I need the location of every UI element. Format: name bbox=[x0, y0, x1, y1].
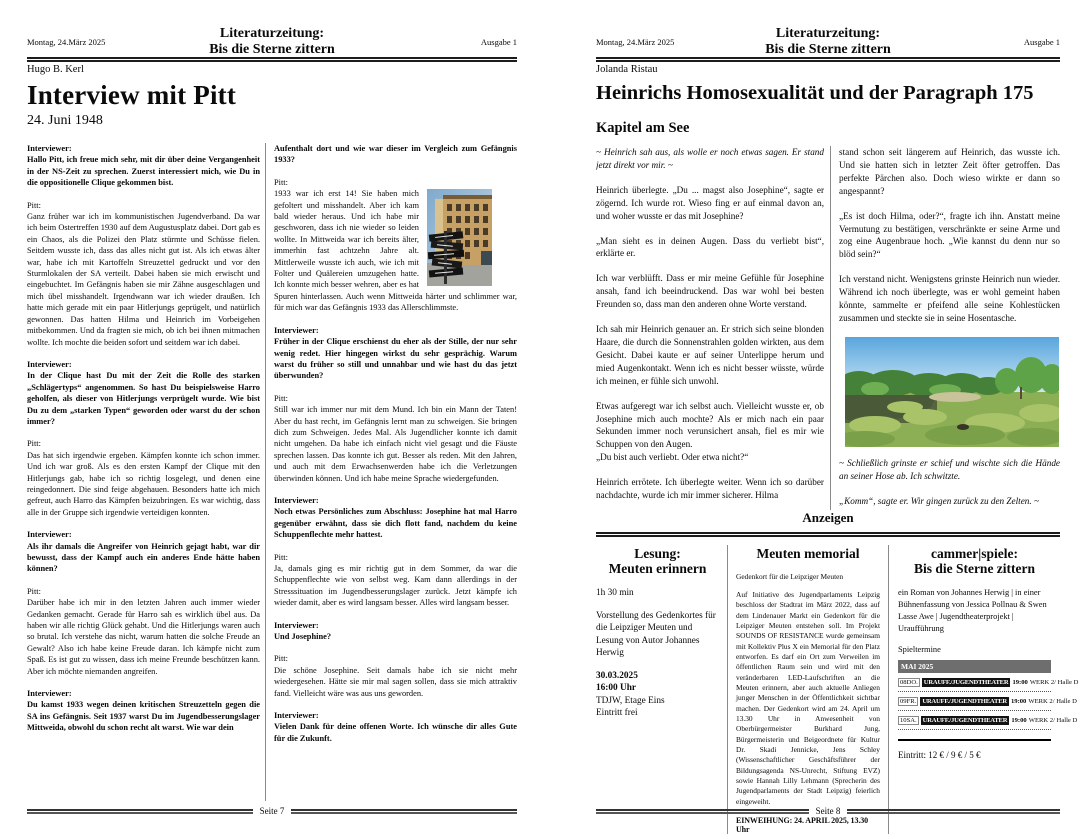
speech-text: Ganz früher war ich im kommunistischen Jugendverband. Da war ich beim Ostertreffen 1930 auf dem Augustusplatz dabei. Dort gab es ein Chaos, als die Polizei den Platz stürmte und Schüsse fielen. Seitdem wusste ich, dass das alles nicht gut ist. Als ich etwas älter war, habe ich mit Kartoffeln Streuzettel gedruckt und vor den Sturmlokalen der SA verteilt. Dabei haben sie mich erwischt und eingebuchtet. Im Gefängnis haben sie mir Zähne ausgeschlagen und mich übel misshandelt. Irgendwann war ich wieder draußen. Ich hatte mich gerade mit ein paar Hitlerjungs geprügelt, und natürlich gewonnen. Das hatten Hilma und Heinrich im Vorbeigehen mitbekommen. Und da fragten sie mich, ob ich bei ihnen mitmachen wollte. Ich mochte die beiden sofort und seitdem war ich dabei. bbox=[27, 212, 260, 347]
article-title: Heinrichs Homosexualität und der Paragraph 175 bbox=[596, 82, 1034, 104]
speaker-label: Interviewer: bbox=[27, 144, 72, 153]
story-paragraph: ~ Heinrich sah aus, als wolle er noch etwas sagen. Er stand jetzt direkt vor mir. ~ bbox=[596, 147, 824, 170]
schedule-row bbox=[898, 673, 1079, 692]
article-columns bbox=[27, 143, 517, 801]
article-title: Interview mit Pitt bbox=[27, 80, 237, 110]
ad-theater-title bbox=[898, 547, 1051, 577]
speaker-label: Pitt: bbox=[274, 654, 288, 664]
ads-section bbox=[596, 510, 1079, 835]
speech-text: In der Clique hast Du mit der Zeit die Rolle des starken „Schlägertyps“ angenommen. So hast Du beispielsweise Harro geholfen, als dieser von Hitlerjungs verprügelt wurde. Wie bist Du zu dem „starken Typen“ geworden oder warst du der schon immer? bbox=[27, 371, 260, 426]
page-header bbox=[596, 26, 1060, 57]
masthead-line1: Literaturzeitung: bbox=[219, 26, 325, 41]
speaker-label: Interviewer: bbox=[274, 495, 319, 505]
masthead-line2: Bis die Sterne zittern bbox=[765, 41, 891, 57]
ad-memorial-title: Meuten memorial bbox=[756, 546, 860, 561]
interview-question bbox=[27, 359, 260, 427]
masthead-line1: Literaturzeitung: bbox=[775, 26, 881, 41]
column-right bbox=[831, 146, 1060, 510]
speech-text: 1933 war ich erst 14! Sie haben mich gefoltert und misshandelt. Aber ich kam bald wieder heraus. Und ich habe mir geschworen, dass ich nie wieder so leiden wollte. In Mittweida war ich bereits älter, immerhin fast achtzehn Jahre alt. Mittlerweile wusste ich auch, wie ich mit Folter und Quälereien umzugehen hatte. Ich konnte mich besser wehren, aber es hat Spuren hinterlassen. Auch wenn Mittweida härter und schlimmer war, für mich war das Gefängnis 1933 das Allerschlimmste. bbox=[274, 189, 517, 313]
ad-lesung-description: Vorstellung des Gedenkortes für die Leipziger Meuten und Lesung von Autor Johannes Herwig bbox=[596, 610, 716, 658]
speaker-label: Pitt: bbox=[27, 439, 41, 449]
building-photo bbox=[427, 189, 492, 286]
speaker-label: Pitt: bbox=[27, 200, 41, 210]
schedule-row bbox=[898, 692, 1077, 711]
story-paragraph: Etwas aufgeregt war ich selbst auch. Vielleicht wusste er, ob Josephine mich auch mochte? Als er mich nach ein paar Sekunden immer noch verunsichert ansah, fiel es mir wie Schuppen von den Augen. bbox=[596, 400, 824, 450]
ad-theater-price: Eintritt: 12 € / 9 € / 5 € bbox=[898, 749, 981, 760]
speaker-label: Interviewer: bbox=[27, 359, 72, 369]
schedule-date: 10SA. bbox=[900, 716, 917, 724]
schedule-venue: WERK 2/ Halle D bbox=[1029, 678, 1079, 686]
interview-question bbox=[27, 143, 260, 189]
column-left bbox=[596, 146, 831, 510]
footer-rule-right bbox=[291, 809, 517, 814]
speaker-label: Interviewer: bbox=[27, 689, 72, 699]
article-columns bbox=[596, 146, 1060, 510]
schedule-bottom-rule bbox=[898, 739, 1051, 741]
interview-question bbox=[27, 529, 260, 575]
speech-text: Die schöne Josephine. Seit damals habe ich sie nicht mehr wiedergesehen. Hätte sie mir mal sagen sollen, dass sie mich attraktiv fand. Vielleicht wäre was aus uns geworden. bbox=[274, 665, 517, 698]
ad-lesung-title bbox=[596, 547, 719, 577]
schedule-month-header: MAI 2025 bbox=[898, 660, 1051, 673]
speaker-label: Pitt: bbox=[274, 393, 288, 403]
column-right bbox=[266, 143, 517, 801]
interview-answer bbox=[274, 177, 517, 314]
masthead bbox=[765, 26, 891, 57]
page-footer bbox=[596, 806, 1060, 816]
story-paragraph: „Es ist doch Hilma, oder?“, fragte ich ihn. Anstatt meine Vermutung zu bestätigen, verschränkte er seine Arme und zog eine Augenbraue hoch. „Wie kannst du denn nur so blöd sein?“ bbox=[839, 210, 1060, 260]
speech-text: Das hat sich irgendwie ergeben. Kämpfen konnte ich schon immer. Und ich war groß. Als es den ersten Kampf der Clique mit den Hitlerjungs gab, habe ich so richtig losgelegt, und denen eine reingedonnert. Die sind feige abgehauen. Besonders hatte ich mich gefreut, auch Harro das Kämpfen beizubringen. Es war wichtig, dass alle in der Gruppe sich irgendwie verteidigen konnten. bbox=[27, 450, 260, 517]
speech-text: Als ihr damals die Angreifer von Heinrich gejagt habt, war dir bewusst, dass der Kampf auch ein anderes Ende hätte haben können? bbox=[27, 541, 260, 574]
ads-rule bbox=[596, 532, 1060, 537]
interview-answer bbox=[27, 438, 260, 518]
ad-lesung-date: 30.03.2025 bbox=[596, 671, 638, 682]
header-rule bbox=[27, 57, 517, 62]
story-paragraph: Ich verstand nicht. Wenigstens grinste Heinrich nun wieder. Während ich noch überlegte, was er wohl gemeint haben könnte, sammelte er pfeifend alle seine Kohlestücken zusammen und steckte sie in seine Hosentasche. bbox=[839, 274, 1060, 323]
schedule-event-tag: URAUFF./JUGENDTHEATER bbox=[923, 678, 1009, 686]
page-footer bbox=[27, 806, 517, 816]
speech-text: Hallo Pitt, ich freue mich sehr, mit dir über deine Vergangenheit in der NS-Zeit zu sprechen. Zuerst interessiert mich, wie Du in die oppositionelle Clique gekommen bist. bbox=[27, 155, 260, 188]
schedule-time: 19:00 bbox=[1011, 716, 1027, 724]
interview-answer bbox=[274, 393, 517, 484]
photo-caption: „Komm“, sagte er. Wir gingen zurück zu den Zelten. ~ bbox=[839, 495, 1039, 506]
speech-text: Ja, damals ging es mir richtig gut in dem Sommer, da war die Schuppenflechte wie von selbst weg. Kam dann allerdings in der Stresssituation im Jugendbesserungslager zurück. Jetzt kämpfe ich wieder damit, aber es wird langsam besser. Alles wird langsam besser. bbox=[274, 564, 517, 608]
interview-answer bbox=[27, 200, 260, 348]
page-header bbox=[27, 26, 517, 57]
speech-text: Und Josephine? bbox=[274, 632, 332, 642]
ad-memorial-footer: EINWEIHUNG: 24. APRIL 2025, 13.30 Uhr bbox=[736, 816, 869, 835]
speech-text: Aufenthalt dort und wie war dieser im Vergleich zum Gefängnis 1933? bbox=[274, 144, 517, 165]
ad-lesung-venue: TDJW, Etage Eins bbox=[596, 695, 665, 706]
schedule-venue: WERK 2/ Halle D bbox=[1028, 697, 1077, 705]
column-left bbox=[27, 143, 266, 801]
header-issue: Ausgabe 1 bbox=[1023, 36, 1060, 47]
speech-text: Du kamst 1933 wegen deinen kritischen Streuzetteln gegen die SA ins Gefängnis. Seit 1937 warst Du im Jugendbesserungslager Mittweida, obwohl du schon recht alt warst. Wie war dein bbox=[27, 700, 260, 733]
story-paragraph: Ich sah mir Heinrich genauer an. Er strich sich seine blonden Haare, die durch die Sonnenstrahlen golden wirkten, aus dem Gesicht. Dabei kaute er auf seiner Unterlippe herum und mied Augenkontakt. Wenn ich es nicht besser wüsste, würde ich meinen, er fühle sich unwohl. bbox=[596, 324, 824, 386]
story-paragraph: „Du bist auch verliebt. Oder etwa nicht?“ bbox=[596, 452, 749, 463]
interview-question bbox=[274, 710, 517, 744]
header-issue: Ausgabe 1 bbox=[480, 36, 517, 47]
story-paragraph: stand schon seit längerem auf Heinrich, das wusste ich. Und sie hatten sich in letzter Zeit öfter getroffen. Das perfekte Pärchen also. Doch wieso wirkte er dann so angespannt? bbox=[839, 147, 1060, 196]
page-number: Seite 7 bbox=[259, 806, 285, 816]
ad-theater-title-line1: cammer|spiele: bbox=[931, 546, 1018, 561]
speaker-label: Pitt: bbox=[274, 177, 288, 187]
header-date: Montag, 24.März 2025 bbox=[596, 36, 675, 47]
interview-answer bbox=[27, 586, 260, 677]
interview-question bbox=[27, 688, 260, 734]
schedule-time: 19:00 bbox=[1012, 678, 1028, 686]
ad-memorial-body: Auf Initiative des Jugendparlaments Leipzig beschloss der Stadtrat im März 2022, dass auf dem Lindenauer Markt ein Gedenkort für die Leipziger Meuten entstehen soll. Im Projekt SOUNDS OF RESISTANCE wurde gemeinsam mit Kollektiv Plus X ein Memorial für den Platz entworfen. Es darf ein Ort zum Verweilen im öffentlichen Raum sein und wird mit den veränderbaren LED-Laufschriften an die Meuten erinnern, aber auch aktuelle Anliegen junger Menschen in der Öffentlichkeit sichtbar machen. Der Gedenkort wird am 24. April um 13.30 Uhr in Anwesenheit von Oberbürgermeister Burkhard Jung, Bürgermeisterin und Beigeordnete für Kultur Dr. Skadi Jennicke, Jens Schley (Wissenschaftlicher Geschäftsführer der Bildungsagenda NS-Unrecht, Stiftung EVZ) sowie Hannah Lilly Lehmann (Sprecherin des Jugendparlaments der Stadt Leipzig) feierlich eingeweiht. bbox=[736, 589, 880, 806]
interview-question bbox=[274, 325, 517, 382]
interview-answer bbox=[274, 552, 517, 609]
footer-rule-left bbox=[596, 809, 809, 814]
schedule-date: 09FR. bbox=[900, 697, 917, 705]
ad-theater-credits: ein Roman von Johannes Herwig | in einer Bühnenfassung von Jessica Pollnau & Swen Lasse Awe | Jugendtheaterprojekt | Uraufführung bbox=[898, 587, 1047, 633]
speech-text: Noch etwas Persönliches zum Abschluss: Josephine hat mal Harro gegenüber erwähnt, dass sie dich flott fand, nachdem du keine Schuppenflechte mehr hattest. bbox=[274, 507, 517, 540]
ad-lesung-time: 16:00 Uhr bbox=[596, 683, 637, 694]
speech-text: Still war ich immer nur mit dem Mund. Ich bin ein Mann der Taten! Aber du hast recht, im Gefängnis lernt man zu schweigen. Sie bringen dich zum Schweigen. Jedes Mal. Als Jugendlicher konnte ich damit nicht umgehen. Da habe ich einfach nicht viel gesagt und die Fäuste sprechen lassen. Das konnte ich gut. Besser als reden. Mit den Jahren, und auch mit dem Erwachsenwerden habe ich die Verletzungen überwinden können. Und ich habe meine Sprache wiedergefunden. bbox=[274, 405, 517, 483]
interview-answer bbox=[274, 653, 517, 699]
masthead-line2: Bis die Sterne zittern bbox=[209, 41, 335, 57]
story-paragraph: Heinrich errötete. Ich überlegte weiter. Wenn ich so darüber nachdachte, wurde ich mir immer sicherer. Hilma bbox=[596, 477, 824, 501]
schedule-event-tag: URAUFF./JUGENDTHEATER bbox=[922, 716, 1008, 724]
ad-memorial bbox=[728, 545, 889, 834]
story-paragraph: „Man sieht es in deinen Augen. Dass du verliebt bist“, erklärte er. bbox=[596, 235, 824, 259]
schedule-date: 08DO. bbox=[900, 678, 918, 686]
ad-lesung-title-line2: Meuten erinnern bbox=[608, 560, 707, 576]
ad-theater-title-line2: Bis die Sterne zittern bbox=[913, 560, 1036, 576]
ad-theater-schedule-label: Spieltermine bbox=[898, 644, 941, 654]
masthead bbox=[209, 26, 335, 57]
newspaper-page-7 bbox=[27, 0, 517, 839]
ads-columns bbox=[596, 545, 1079, 835]
speech-text: Vielen Dank für deine offenen Worte. Ich wünsche dir alles Gute für die Zukunft. bbox=[274, 722, 517, 743]
newspaper-page-8 bbox=[596, 0, 1079, 839]
interview-question bbox=[274, 495, 517, 541]
interview-question bbox=[274, 620, 517, 643]
story-paragraph: Ich war verblüfft. Dass er mir meine Gefühle für Josephine ansah, fand ich beeindruckend. Das war wohl bei besten Freunden so, dass man den anderen ohne Worte verstand. bbox=[596, 273, 824, 310]
story-paragraph: Heinrich überlegte. „Du ... magst also Josephine“, sagte er zögernd. Ich wurde rot. Wieso fing er auf einmal davon an, und woher wusste er das mit Josephine? bbox=[596, 184, 824, 221]
speaker-label: Interviewer: bbox=[274, 711, 319, 721]
speech-text: Darüber habe ich mir in den letzten Jahren auch immer wieder Gedanken gemacht. Gerade für Harro sah es wirklich übel aus. Da haben wir alle richtig Glück gehabt. Und die Hitlerjungs waren auch so brutal. Ich verstehe das nicht, warum hatten die solche Freude an Gewalt? Also ich habe keine Freude daran. Ich kämpfe nicht zum Spaß. Es ist gut zu wissen, dass ich meine Freunde beschützen kann. Aber ich möchte niemanden angreifen. bbox=[27, 598, 260, 676]
schedule-event-tag: URAUFF./JUGENDTHEATER bbox=[922, 697, 1007, 705]
ad-lesung-price: Eintritt frei bbox=[596, 708, 638, 719]
byline: Hugo B. Kerl bbox=[27, 64, 84, 75]
footer-rule-left bbox=[27, 809, 253, 814]
page-number: Seite 8 bbox=[815, 806, 841, 816]
speech-text: Früher in der Clique erschienst du eher als der Stille, der nur sehr wenig redet. Hier hingegen wirkst du sehr gesprächig. Warum warst du früher so still und unnahbar und wie hast du das jetzt überwunden? bbox=[274, 337, 517, 381]
byline: Jolanda Ristau bbox=[596, 64, 658, 75]
photo-caption: ~ Schließlich grinste er schief und wischte sich die Hände an seiner Hose ab. Ich schwitzte. bbox=[839, 457, 1060, 481]
header-date: Montag, 24.März 2025 bbox=[27, 36, 106, 47]
speaker-label: Interviewer: bbox=[274, 325, 319, 335]
ad-lesung-title-line1: Lesung: bbox=[634, 546, 681, 561]
speaker-label: Interviewer: bbox=[274, 620, 319, 630]
ad-lesung bbox=[596, 545, 728, 834]
footer-rule-right bbox=[847, 809, 1060, 814]
lake-photo bbox=[845, 337, 1059, 447]
speaker-label: Interviewer: bbox=[27, 530, 72, 540]
ad-memorial-subtitle: Gedenkort für die Leipziger Meuten bbox=[736, 571, 844, 581]
ads-heading: Anzeigen bbox=[802, 510, 854, 525]
article-subtitle: 24. Juni 1948 bbox=[27, 113, 103, 128]
ad-theater bbox=[889, 545, 1079, 834]
interview-question-continued bbox=[274, 143, 517, 166]
chapter-heading: Kapitel am See bbox=[596, 120, 690, 136]
schedule-time: 19:00 bbox=[1010, 697, 1027, 705]
schedule-row bbox=[898, 711, 1078, 730]
speaker-label: Pitt: bbox=[274, 552, 288, 562]
speaker-label: Pitt: bbox=[27, 586, 41, 596]
header-rule bbox=[596, 57, 1060, 62]
ad-lesung-duration: 1h 30 min bbox=[596, 587, 634, 598]
schedule-venue: WERK 2/ Halle D bbox=[1028, 716, 1078, 724]
